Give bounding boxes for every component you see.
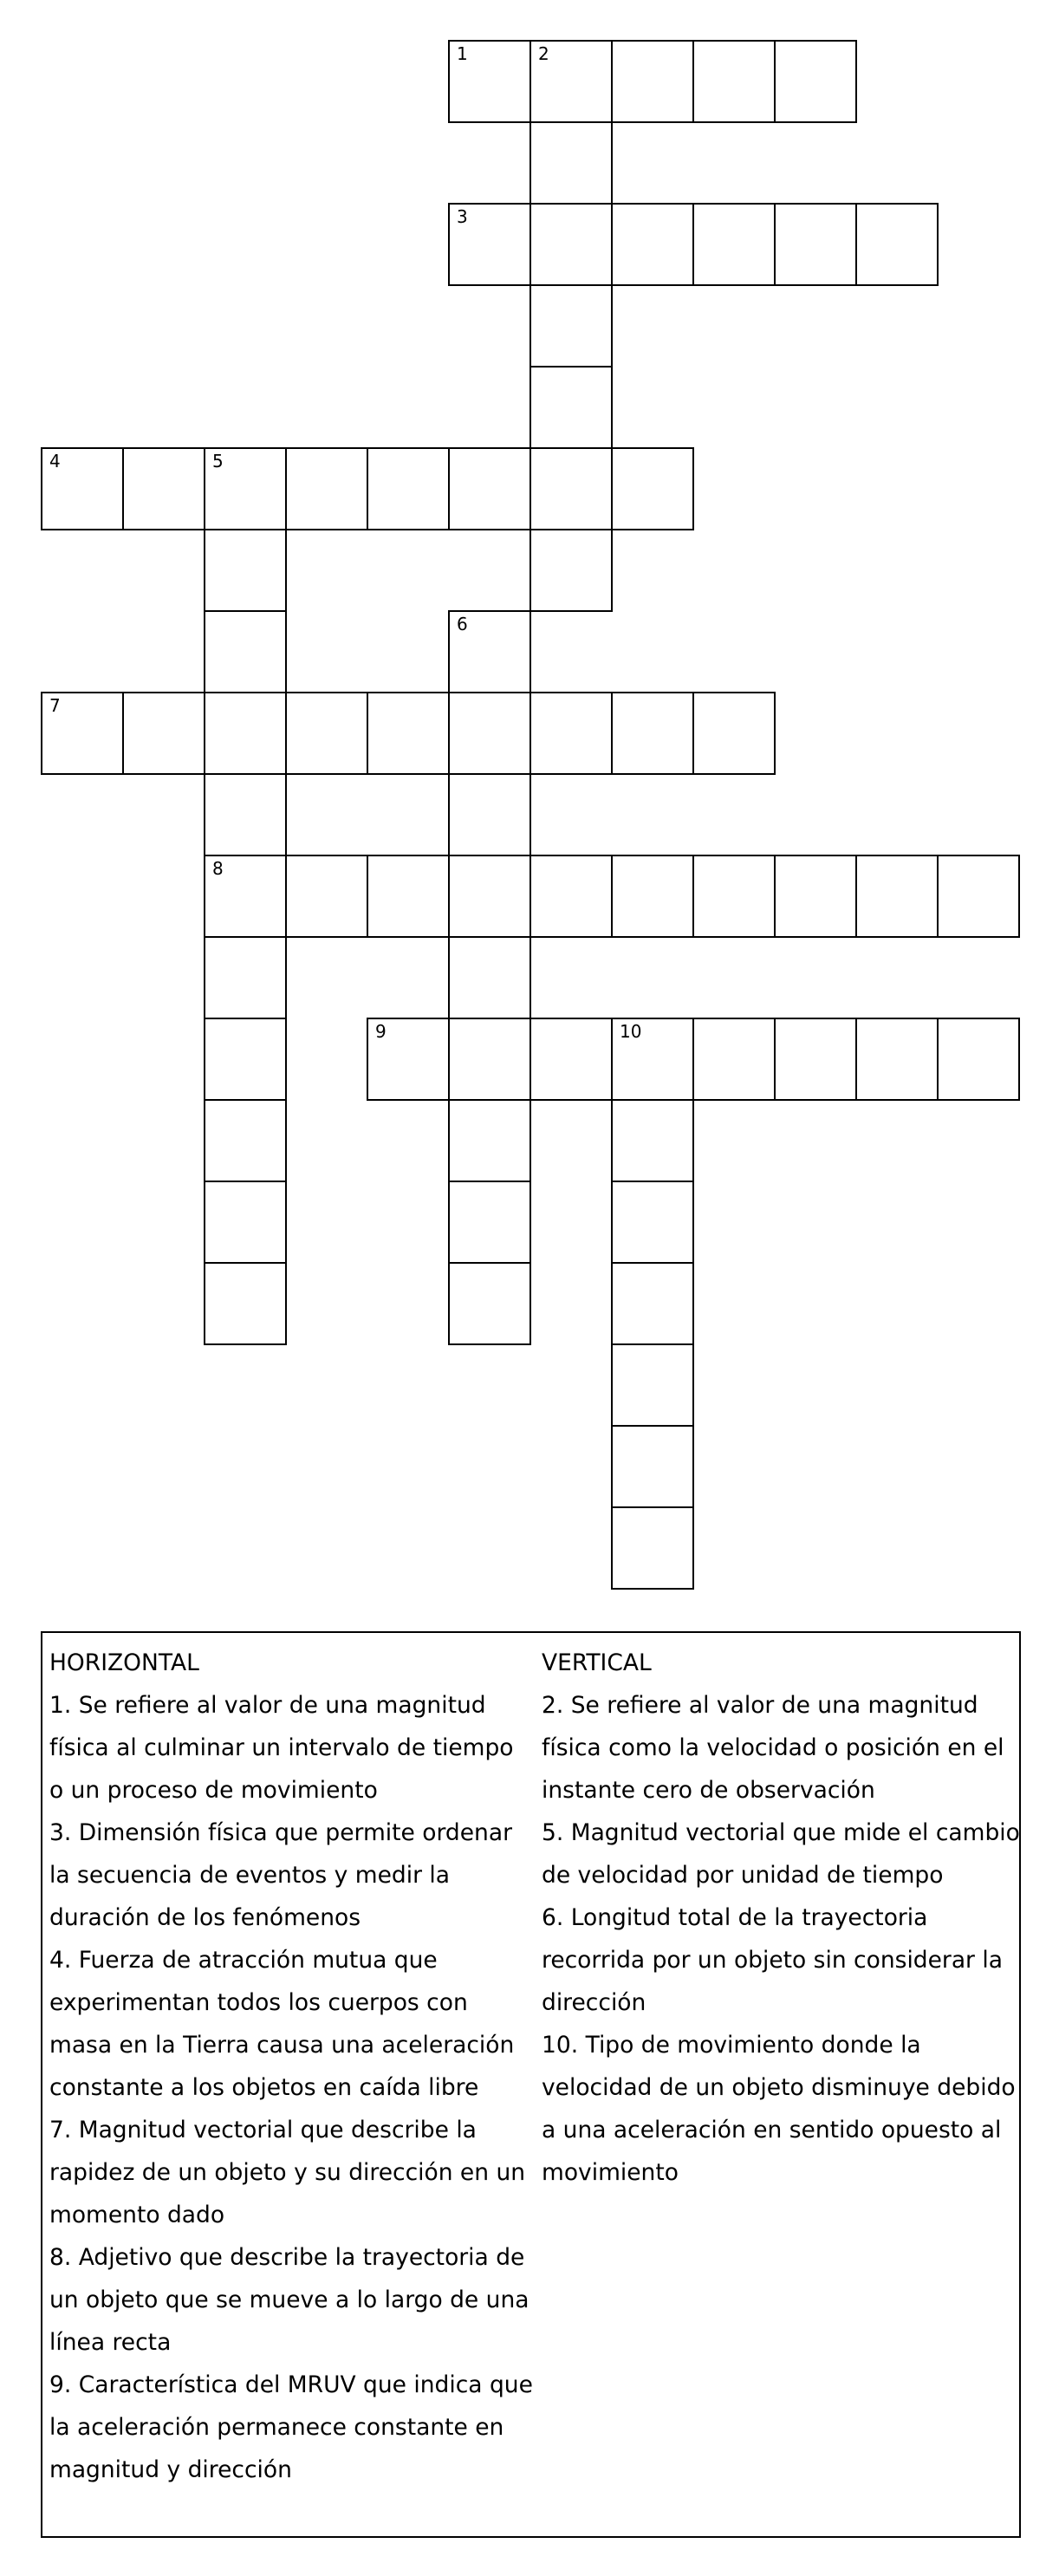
clue-across-7: 7. Magnitud vectorial que describe la rapidez de un objeto y su dirección en un momento dado bbox=[49, 2117, 526, 2228]
clue-down-5: 5. Magnitud vectorial que mide el cambio de velocidad por unidad de tiempo bbox=[542, 1819, 1020, 1889]
crossword-cell[interactable] bbox=[611, 447, 694, 530]
clue-across-1: 1. Se refiere al valor de una magnitud física al culminar un intervalo de tiempo o un proceso de movimiento bbox=[49, 1692, 514, 1804]
crossword-cell[interactable] bbox=[204, 936, 287, 1019]
crossword-cell[interactable] bbox=[530, 121, 613, 205]
clue-number: 7 bbox=[49, 695, 61, 716]
crossword-cell[interactable] bbox=[692, 40, 776, 123]
crossword-cell[interactable] bbox=[448, 692, 531, 775]
clue-number: 4 bbox=[49, 451, 61, 472]
crossword-cell[interactable] bbox=[611, 1181, 694, 1264]
clue-across-3: 3. Dimensión física que permite ordenar la secuencia de eventos y medir la duración de los fenómenos bbox=[49, 1819, 512, 1931]
crossword-cell[interactable] bbox=[204, 1262, 287, 1345]
clue-down-10: 10. Tipo de movimiento donde la velocidad de un objeto disminuye debido a una aceleración en sentido opuesto al movimiento bbox=[542, 2032, 1016, 2186]
vertical-clues bbox=[542, 1642, 1020, 2194]
crossword-cell[interactable] bbox=[204, 1018, 287, 1101]
crossword-cell[interactable] bbox=[204, 1099, 287, 1182]
crossword-cell[interactable] bbox=[611, 1343, 694, 1427]
crossword-cell[interactable] bbox=[367, 855, 450, 938]
crossword-cell[interactable] bbox=[204, 855, 287, 938]
crossword-cell[interactable] bbox=[285, 692, 368, 775]
crossword-cell[interactable] bbox=[611, 1506, 694, 1590]
crossword-cell[interactable] bbox=[204, 692, 287, 775]
vertical-title: VERTICAL bbox=[542, 1649, 652, 1676]
crossword-cell[interactable] bbox=[774, 1018, 857, 1101]
crossword-cell[interactable] bbox=[122, 692, 205, 775]
crossword-cell[interactable] bbox=[855, 1018, 939, 1101]
clue-number: 5 bbox=[212, 451, 224, 472]
crossword-cell[interactable] bbox=[611, 1018, 694, 1101]
crossword-cell[interactable] bbox=[611, 40, 694, 123]
crossword-cell[interactable] bbox=[448, 1262, 531, 1345]
crossword-cell[interactable] bbox=[774, 203, 857, 286]
crossword-cell[interactable] bbox=[448, 1018, 531, 1101]
crossword-cell[interactable] bbox=[204, 773, 287, 856]
crossword-cell[interactable] bbox=[611, 1099, 694, 1182]
crossword-cell[interactable] bbox=[692, 1018, 776, 1101]
crossword-cell[interactable] bbox=[692, 203, 776, 286]
crossword-cell[interactable] bbox=[855, 203, 939, 286]
crossword-cell[interactable] bbox=[285, 447, 368, 530]
crossword-cell[interactable] bbox=[367, 692, 450, 775]
clue-number: 3 bbox=[457, 206, 468, 227]
crossword-cell[interactable] bbox=[855, 855, 939, 938]
clue-across-8: 8. Adjetivo que describe la trayectoria de un objeto que se mueve a lo largo de una línea recta bbox=[49, 2244, 530, 2356]
clues-box bbox=[41, 1631, 1021, 2538]
crossword-cell[interactable] bbox=[611, 1262, 694, 1345]
crossword-cell[interactable] bbox=[611, 203, 694, 286]
horizontal-clues bbox=[49, 1642, 535, 2491]
crossword-cell[interactable] bbox=[530, 1018, 613, 1101]
crossword-cell[interactable] bbox=[530, 366, 613, 449]
clue-number: 6 bbox=[457, 614, 468, 634]
crossword-cell[interactable] bbox=[448, 447, 531, 530]
crossword-cell[interactable] bbox=[692, 692, 776, 775]
clue-number: 1 bbox=[457, 43, 468, 64]
crossword-cell[interactable] bbox=[611, 692, 694, 775]
crossword-cell[interactable] bbox=[774, 40, 857, 123]
crossword-cell[interactable] bbox=[530, 529, 613, 612]
crossword-cell[interactable] bbox=[530, 855, 613, 938]
crossword-cell[interactable] bbox=[448, 610, 531, 693]
crossword-cell[interactable] bbox=[692, 855, 776, 938]
clue-down-2: 2. Se refiere al valor de una magnitud física como la velocidad o posición en el instante cero de observación bbox=[542, 1692, 1004, 1804]
crossword-cell[interactable] bbox=[448, 1181, 531, 1264]
crossword-cell[interactable] bbox=[611, 1425, 694, 1508]
crossword-cell[interactable] bbox=[122, 447, 205, 530]
crossword-cell[interactable] bbox=[530, 40, 613, 123]
horizontal-title: HORIZONTAL bbox=[49, 1649, 199, 1676]
crossword-cell[interactable] bbox=[937, 1018, 1020, 1101]
crossword-cell[interactable] bbox=[937, 855, 1020, 938]
crossword-cell[interactable] bbox=[41, 447, 124, 530]
crossword-cell[interactable] bbox=[204, 447, 287, 530]
crossword-cell[interactable] bbox=[530, 203, 613, 286]
clue-number: 10 bbox=[620, 1021, 642, 1042]
clue-number: 8 bbox=[212, 858, 224, 879]
crossword-cell[interactable] bbox=[367, 1018, 450, 1101]
crossword-cell[interactable] bbox=[448, 773, 531, 856]
crossword-cell[interactable] bbox=[448, 203, 531, 286]
crossword-cell[interactable] bbox=[448, 1099, 531, 1182]
crossword-cell[interactable] bbox=[774, 855, 857, 938]
crossword-cell[interactable] bbox=[530, 692, 613, 775]
crossword-cell[interactable] bbox=[285, 855, 368, 938]
crossword-cell[interactable] bbox=[204, 610, 287, 693]
crossword-cell[interactable] bbox=[611, 855, 694, 938]
crossword-cell[interactable] bbox=[530, 447, 613, 530]
clue-down-6: 6. Longitud total de la trayectoria recorrida por un objeto sin considerar la dirección bbox=[542, 1904, 1003, 2016]
crossword-cell[interactable] bbox=[41, 692, 124, 775]
crossword-cell[interactable] bbox=[448, 40, 531, 123]
crossword-cell[interactable] bbox=[367, 447, 450, 530]
crossword-cell[interactable] bbox=[448, 936, 531, 1019]
crossword-cell[interactable] bbox=[448, 855, 531, 938]
crossword-cell[interactable] bbox=[204, 1181, 287, 1264]
clue-number: 2 bbox=[538, 43, 549, 64]
clue-across-9: 9. Característica del MRUV que indica que la aceleración permanece constante en magnitud y dirección bbox=[49, 2371, 533, 2483]
clue-number: 9 bbox=[375, 1021, 387, 1042]
clue-across-4: 4. Fuerza de atracción mutua que experimentan todos los cuerpos con masa en la Tierra causa una aceleración constante a los objetos en caída libre bbox=[49, 1947, 515, 2101]
crossword-cell[interactable] bbox=[204, 529, 287, 612]
crossword-cell[interactable] bbox=[530, 284, 613, 368]
